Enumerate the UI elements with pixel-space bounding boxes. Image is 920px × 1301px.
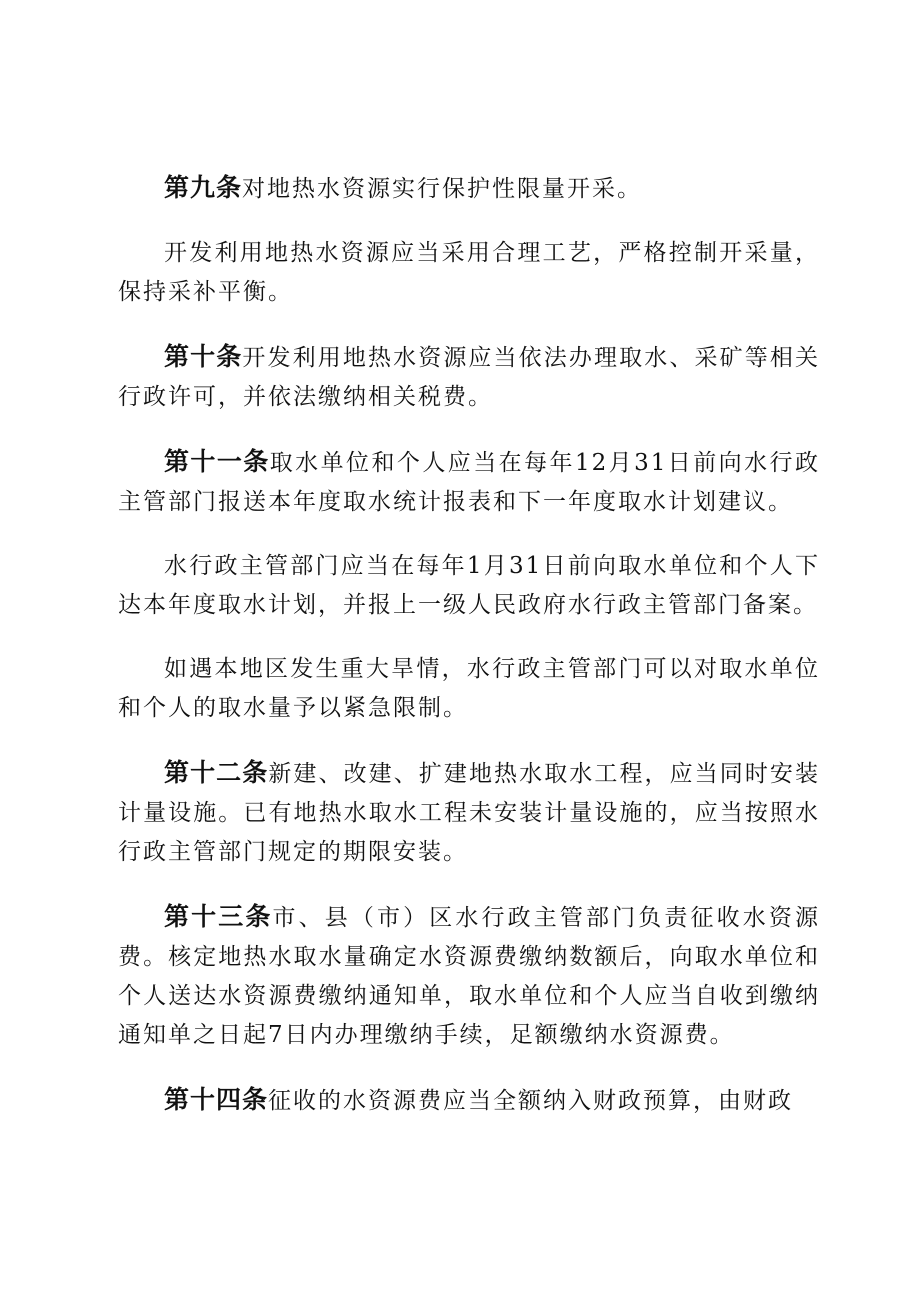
paragraph-article-13 [118,897,820,1055]
paragraph-text: 开发利用地热水资源应当依法办理取水、采矿等相关行政许可，并依法缴纳相关税费。 [118,345,820,410]
paragraph-text: 征收的水资源费应当全额纳入财政预算，由财政 [268,1088,794,1114]
paragraph-text: 市、县（市）区水行政主管部门负责征收水资源费。核定地热水取水量确定水资源费缴纳数额后，向取水单位和个人送达水资源费缴纳通知单，取水单位和个人应当自收到缴纳通知单之日起7日内办理缴纳手续，足额缴纳水资源费。 [118,905,820,1048]
paragraph-article-11-clause-3 [118,650,820,728]
article-title: 第九条 [164,173,243,202]
paragraph-text: 新建、改建、扩建地热水取水工程，应当同时安装计量设施。已有地热水取水工程未安装计量设施的，应当按照水行政主管部门规定的期限安装。 [118,761,820,865]
article-title: 第十四条 [164,1085,269,1114]
article-title: 第十一条 [164,447,270,476]
article-title: 第十条 [164,342,243,371]
paragraph-article-12 [118,753,820,872]
paragraph-article-10 [118,337,820,417]
paragraph-article-9-clause-2 [118,234,820,312]
paragraph-text: 对地热水资源实行保护性限量开采。 [242,176,643,202]
document-body [118,168,820,1121]
article-title: 第十二条 [164,758,269,787]
article-title: 第十三条 [164,902,273,931]
paragraph-article-9 [118,168,820,209]
paragraph-article-11 [118,442,820,522]
paragraph-article-14 [118,1080,820,1121]
paragraph-article-11-clause-2 [118,547,820,625]
paragraph-text: 取水单位和个人应当在每年12月31日前向水行政主管部门报送本年度取水统计报表和下一年度取水计划建议。 [118,450,820,515]
paragraph-text: 开发利用地热水资源应当采用合理工艺，严格控制开采量，保持采补平衡。 [118,240,820,305]
paragraph-text: 水行政主管部门应当在每年1月31日前向取水单位和个人下达本年度取水计划，并报上一级人民政府水行政主管部门备案。 [118,553,820,618]
paragraph-text: 如遇本地区发生重大旱情，水行政主管部门可以对取水单位和个人的取水量予以紧急限制。 [118,656,820,721]
